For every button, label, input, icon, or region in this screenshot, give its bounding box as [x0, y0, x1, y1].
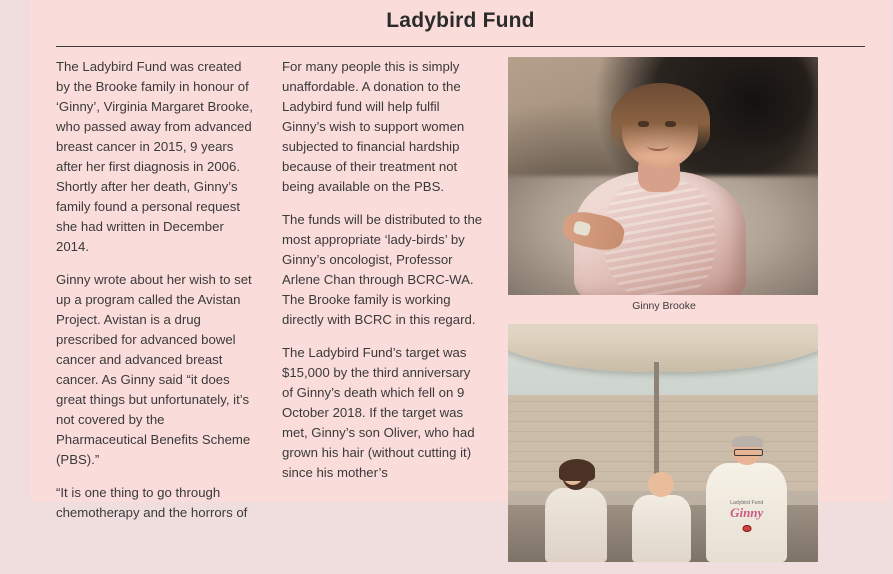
page-content — [30, 0, 891, 521]
group-person-right — [706, 438, 787, 562]
document-page — [30, 0, 891, 521]
photo-subject — [570, 81, 750, 295]
person-body — [706, 463, 787, 562]
paragraph: “It is one thing to go through chemotherapy and the horrors of — [56, 485, 248, 520]
glasses-icon — [734, 449, 763, 456]
media-column — [508, 57, 820, 574]
ladybird-icon — [742, 525, 751, 532]
group-person-left — [545, 462, 607, 562]
tshirt-text — [730, 501, 763, 520]
photo-group — [508, 324, 818, 562]
person-head — [648, 472, 674, 497]
paragraph: The Ladybird Fund’s target was $15,000 by the third anniversary of Ginny’s death which fell on 9 October 2018. If the target was met, Ginny’s son Oliver, who had grown his hair (without cutting it) since his mother’s — [282, 345, 475, 480]
page-title: Ladybird Fund — [386, 9, 535, 32]
photo-caption: Ginny Brooke — [632, 300, 696, 312]
paragraph: For many people this is simply unaffordable. A donation to the Ladybird fund will help fulfil Ginny’s wish to support women subjected to financial hardship because of their treatment not being available on the PBS. — [282, 59, 465, 194]
photo-block-ginny — [508, 57, 820, 312]
tshirt-name: Ginny — [730, 505, 764, 521]
photo-ginny — [508, 57, 818, 295]
subject-eye-left — [638, 121, 649, 127]
paragraph: The funds will be distributed to the most appropriate ‘lady-birds’ by Ginny’s oncologist, Professor Arlene Chan through BCRC-WA. The Brooke family is working directly with BCRC in this regard. — [282, 212, 483, 327]
article-columns — [56, 57, 865, 574]
paragraph: Ginny wrote about her wish to set up a program called the Avistan Project. Avistan is a drug prescribed for advanced bowel cancer and advanced breast cancer. As Ginny said “it does great things but unfortunately, it’s not covered by the Pharmaceutical Benefits Scheme (PBS).” — [56, 272, 252, 467]
person-hair — [732, 436, 763, 447]
group-person-middle — [632, 472, 691, 562]
paragraph: The Ladybird Fund was created by the Brooke family in honour of ‘Ginny’, Virginia Margaret Brooke, who passed away from advanced breast cancer in 2015, 9 years after her first diagnosis in 2006. Shortly after her death, Ginny’s family found a personal request she had written in December 2014. — [56, 59, 253, 254]
text-column-2 — [282, 57, 485, 574]
tshirt-line-top: Ladybird Fund — [730, 499, 764, 506]
subject-eye-right — [665, 121, 676, 127]
person-hair — [559, 459, 595, 481]
person-body — [632, 495, 691, 562]
title-divider — [56, 46, 865, 47]
person-body — [545, 488, 607, 562]
text-column-1 — [56, 57, 259, 574]
photo-block-group — [508, 324, 820, 562]
